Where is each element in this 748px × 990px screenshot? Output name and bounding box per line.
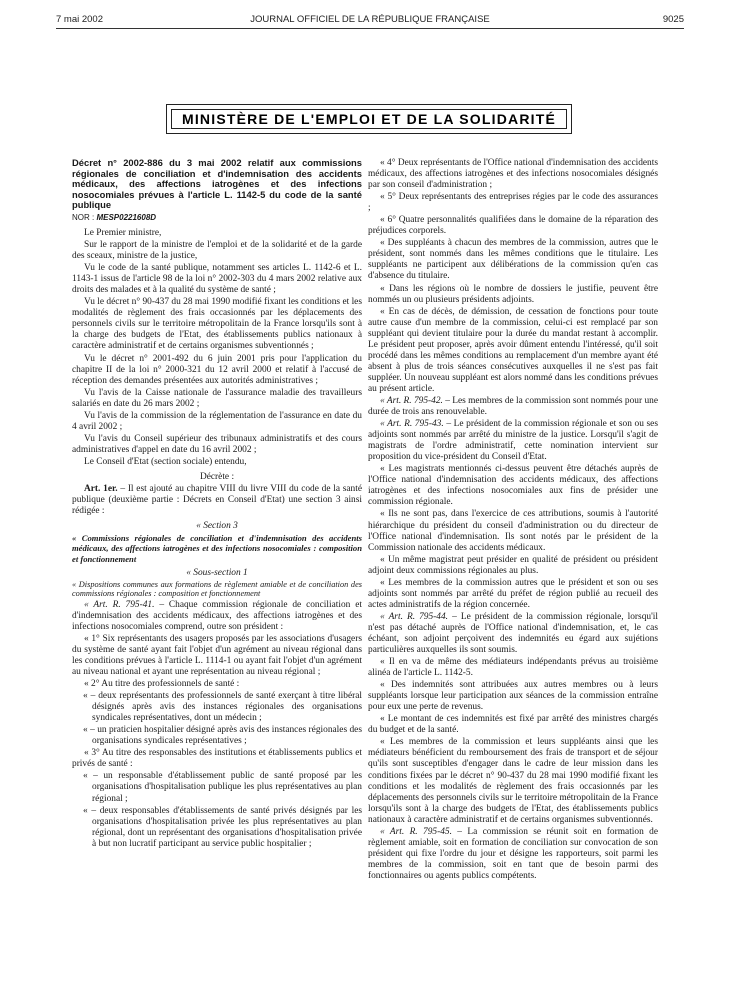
- paragraph: « En cas de décès, de démission, de cessation de fonctions pour toute autre cause d'un membre de la commission, celui-ci est remplacé par son suppléant qui devient titulaire pour la durée du mandat restant à accomplir. Le président peut proposer, après avoir dûment entendu l'intéressé, qu'il soit procédé dans les mêmes conditions au remplacement d'un membre ayant été absent à plus de trois séances consécutives auxquelles il ne s'est pas fait suppléer. Un nouveau suppléant est alors nommé dans les conditions prévues au présent article.: [368, 306, 658, 394]
- section-title: « Commissions régionales de conciliation et d'indemnisation des accidents médicaux, des affections iatrogènes et des infections nosocomiales : composition et fonctionnement: [72, 533, 362, 564]
- paragraph: « Le montant de ces indemnités est fixé par arrêté des ministres chargés du budget et de la santé.: [368, 714, 658, 736]
- ministry-box: [166, 104, 572, 134]
- paragraph: Vu l'avis du Conseil supérieur des tribunaux administratifs et des cours administratives d'appel en date du 16 avril 2002 ;: [72, 433, 362, 455]
- paragraph: Le Conseil d'Etat (section sociale) entendu,: [84, 456, 247, 467]
- paragraph: « Il en va de même des médiateurs indépendants prévus au troisième alinéa de l'article L. 1142-5.: [368, 657, 658, 679]
- article-r795-43-label: « Art. R. 795-43.: [380, 419, 444, 430]
- paragraph: Vu le décret n° 90-437 du 28 mai 1990 modifié fixant les conditions et les modalités de règlement des frais occasionnés par les déplacements des personnels civils sur le territoire métropolitain de la France lorsqu'ils sont à la charge des budgets de l'Etat, des établissements publics nationaux à caractère administratif et de certains organismes subventionnés ;: [72, 297, 362, 352]
- ministry-title: MINISTÈRE DE L'EMPLOI ET DE LA SOLIDARITÉ: [181, 111, 557, 127]
- list-item: « – un responsable d'établissement public de santé proposé par les organisations d'hospitalisation publique les plus représentatives au plan régional ;: [83, 771, 362, 804]
- article-r795-41-text: – Chaque commission régionale de conciliation et d'indemnisation des accidents médicaux, des affections iatrogènes et des infections nosocomiales comprend, outre son président :: [72, 599, 362, 632]
- decree-title: Décret n° 2002-886 du 3 mai 2002 relatif aux commissions régionales de conciliation et d'indemnisation des accidents médicaux, des affections iatrogènes et des infections nosocomiales prévues à l'article L. 1142-5 du code de la santé publique: [72, 157, 362, 211]
- list-item: « – deux représentants des professionnels de santé exerçant à titre libéral désignés après avis des instances régionales des organisations syndicales représentatives, dont un médecin ;: [83, 691, 362, 724]
- article-r795-44-label: « Art. R. 795-44.: [380, 611, 449, 622]
- paragraph: « Dans les régions où le nombre de dossiers le justifie, peuvent être nommés un ou plusieurs présidents adjoints.: [368, 283, 658, 305]
- left-column: [72, 158, 362, 851]
- section-heading: « Section 3: [196, 521, 238, 532]
- paragraph: Vu l'avis de la commission de la réglementation de l'assurance en date du 4 avril 2002 ;: [72, 410, 362, 432]
- header-rule: [56, 28, 684, 29]
- paragraph: Le Premier ministre,: [84, 228, 162, 239]
- nor-code: MESP0221608D: [96, 212, 157, 222]
- paragraph: « Des indemnités sont attribuées aux autres membres ou à leurs suppléants lorsque leur participation aux séances de la commission entraîne pour eux une perte de revenus.: [368, 680, 658, 713]
- paragraph: Vu l'avis de la Caisse nationale de l'assurance maladie des travailleurs salariés en date du 26 mars 2002 ;: [72, 387, 362, 409]
- issue-date: 7 mai 2002: [56, 14, 104, 25]
- list-item: « 1° Six représentants des usagers proposés par les associations d'usagers du système de santé ayant fait l'objet d'un agrément au niveau régional dans les conditions prévues à l'article L. 1114-1 ou ayant fait l'objet d'un agrément au niveau national et ayant une représentation au niveau régional ;: [72, 633, 362, 677]
- decrete-heading: Décrète :: [199, 472, 235, 482]
- page-number: 9025: [662, 14, 684, 25]
- paragraph: « Des suppléants à chacun des membres de la commission, autres que le président, sont nommés dans les mêmes conditions que le titulaire. Les suppléants ne participent aux délibérations de la commission qu'en cas d'absence du titulaire.: [368, 238, 658, 282]
- paragraph: Vu le décret n° 2001-492 du 6 juin 2001 pris pour l'application du chapitre II de la loi n° 2000-321 du 12 avril 2000 et relatif à l'accusé de réception des demandes présentées aux autorités administratives ;: [72, 353, 362, 386]
- article-r795-43: [368, 419, 658, 463]
- right-column: [368, 158, 658, 883]
- article-r795-42: [368, 396, 658, 418]
- article-r795-45-label: « Art. R. 795-45.: [380, 826, 452, 837]
- paragraph: Sur le rapport de la ministre de l'emploi et de la solidarité et de la garde des sceaux, ministre de la justice,: [72, 240, 362, 262]
- nor-reference: [72, 212, 362, 223]
- article-r795-42-text: – Les membres de la commission sont nommés pour une durée de trois ans renouvelable.: [368, 395, 658, 418]
- nor-label: NOR :: [72, 212, 97, 222]
- list-item: « – un praticien hospitalier désigné après avis des instances régionales des organisations syndicales représentatives ;: [83, 725, 362, 747]
- paragraph: « 6° Quatre personnalités qualifiées dans le domaine de la réparation des préjudices corporels.: [368, 215, 658, 237]
- list-item: « 2° Au titre des professionnels de santé :: [84, 679, 240, 690]
- article-1-label: Art. 1er.: [84, 484, 118, 495]
- article-r795-45: [368, 827, 658, 882]
- article-r795-43-text: – Le président de la commission régionale et son ou ses adjoints sont nommés par arrêté du ministre de la justice. Lorsqu'il s'agit de magistrats de l'ordre administratif, cette nomination intervient sur proposition du vice-président du Conseil d'Etat.: [368, 419, 658, 463]
- paragraph: Vu le code de la santé publique, notamment ses articles L. 1142-6 et L. 1143-1 issus de l'article 98 de la loi n° 2002-303 du 4 mars 2002 relative aux droits des malades et à la qualité du système de santé ;: [72, 263, 362, 296]
- paragraph: « 4° Deux représentants de l'Office national d'indemnisation des accidents médicaux, des affections iatrogènes et des infections nosocomiales désignés par son conseil d'administration ;: [368, 158, 658, 191]
- subsection-title: « Dispositions communes aux formations de règlement amiable et de conciliation des commissions régionales : composition et fonctionnement: [72, 579, 362, 599]
- paragraph: « Les membres de la commission autres que le président et son ou ses adjoints sont nommés par arrêté du préfet de région publié au recueil des actes administratifs de la région concernée.: [368, 577, 658, 610]
- paragraph: « Les magistrats mentionnés ci-dessus peuvent être détachés auprès de l'Office national d'indemnisation des accidents médicaux, des affections iatrogènes et des infections nosocomiales aux fins de présider une commission régionale.: [368, 464, 658, 508]
- paragraph: « Un même magistrat peut présider en qualité de président ou président adjoint deux commissions régionales au plus.: [368, 554, 658, 576]
- article-r795-44-text: – Le président de la commission régionale, lorsqu'il n'est pas détaché auprès de l'Office national d'indemnisation, et, le cas échéant, son adjoint perçoivent des indemnités eu égard aux sujétions particulières auxquelles ils sont soumis.: [368, 611, 658, 656]
- article-1: [72, 484, 362, 517]
- subsection-heading: « Sous-section 1: [186, 567, 248, 578]
- article-1-text: – Il est ajouté au chapitre VIII du livre VIII du code de la santé publique (deuxième partie : Décrets en Conseil d'Etat) une section 3 ainsi rédigée :: [72, 484, 362, 517]
- running-head: [56, 14, 684, 28]
- journal-name: JOURNAL OFFICIEL DE LA RÉPUBLIQUE FRANÇAISE: [250, 14, 490, 25]
- article-r795-41: [72, 600, 362, 633]
- article-r795-44: [368, 612, 658, 656]
- article-r795-41-label: « Art. R. 795-41.: [84, 599, 155, 610]
- paragraph: « 5° Deux représentants des entreprises régies par le code des assurances ;: [368, 192, 658, 214]
- list-item: « 3° Au titre des responsables des institutions et établissements publics et privés de santé :: [72, 748, 362, 770]
- paragraph: « Ils ne sont pas, dans l'exercice de ces attributions, soumis à l'autorité hiérarchique du président du conseil d'administration ou du directeur de l'Office national d'indemnisation. Ils sont notés par le président de la Commission nationale des accidents médicaux.: [368, 509, 658, 553]
- list-item: « – deux responsables d'établissements de santé privés désignés par les organisations d'hospitalisation privée les plus représentatives au plan régional, dont un représentant des organisations d'hospitalisation privée à but non lucratif participant au service public hospitalier ;: [83, 805, 362, 849]
- article-r795-42-label: « Art. R. 795-42.: [380, 395, 443, 406]
- paragraph: « Les membres de la commission et leurs suppléants ainsi que les médiateurs bénéficient du remboursement des frais de transport et de séjour qu'ils sont susceptibles d'engager dans le cadre de leur mission dans les conditions fixées par le décret n° 90-437 du 28 mai 1990 modifié fixant les conditions et les modalités de règlement des frais occasionnés par les déplacements des personnels civils sur le territoire métropolitain de la France lorsqu'ils sont à la charge des budgets de l'Etat, des établissements publics nationaux à caractère administratif et de certains organismes subventionnés.: [368, 737, 659, 825]
- article-r795-45-text: – La commission se réunit soit en formation de règlement amiable, soit en formation de conciliation sur convocation de son président qui fixe l'ordre du jour et désigne les rapporteurs, soit parmi les membres de la commission, soit en tant que de besoin parmi des fonctionnaires ou agents publics compétents.: [368, 826, 658, 881]
